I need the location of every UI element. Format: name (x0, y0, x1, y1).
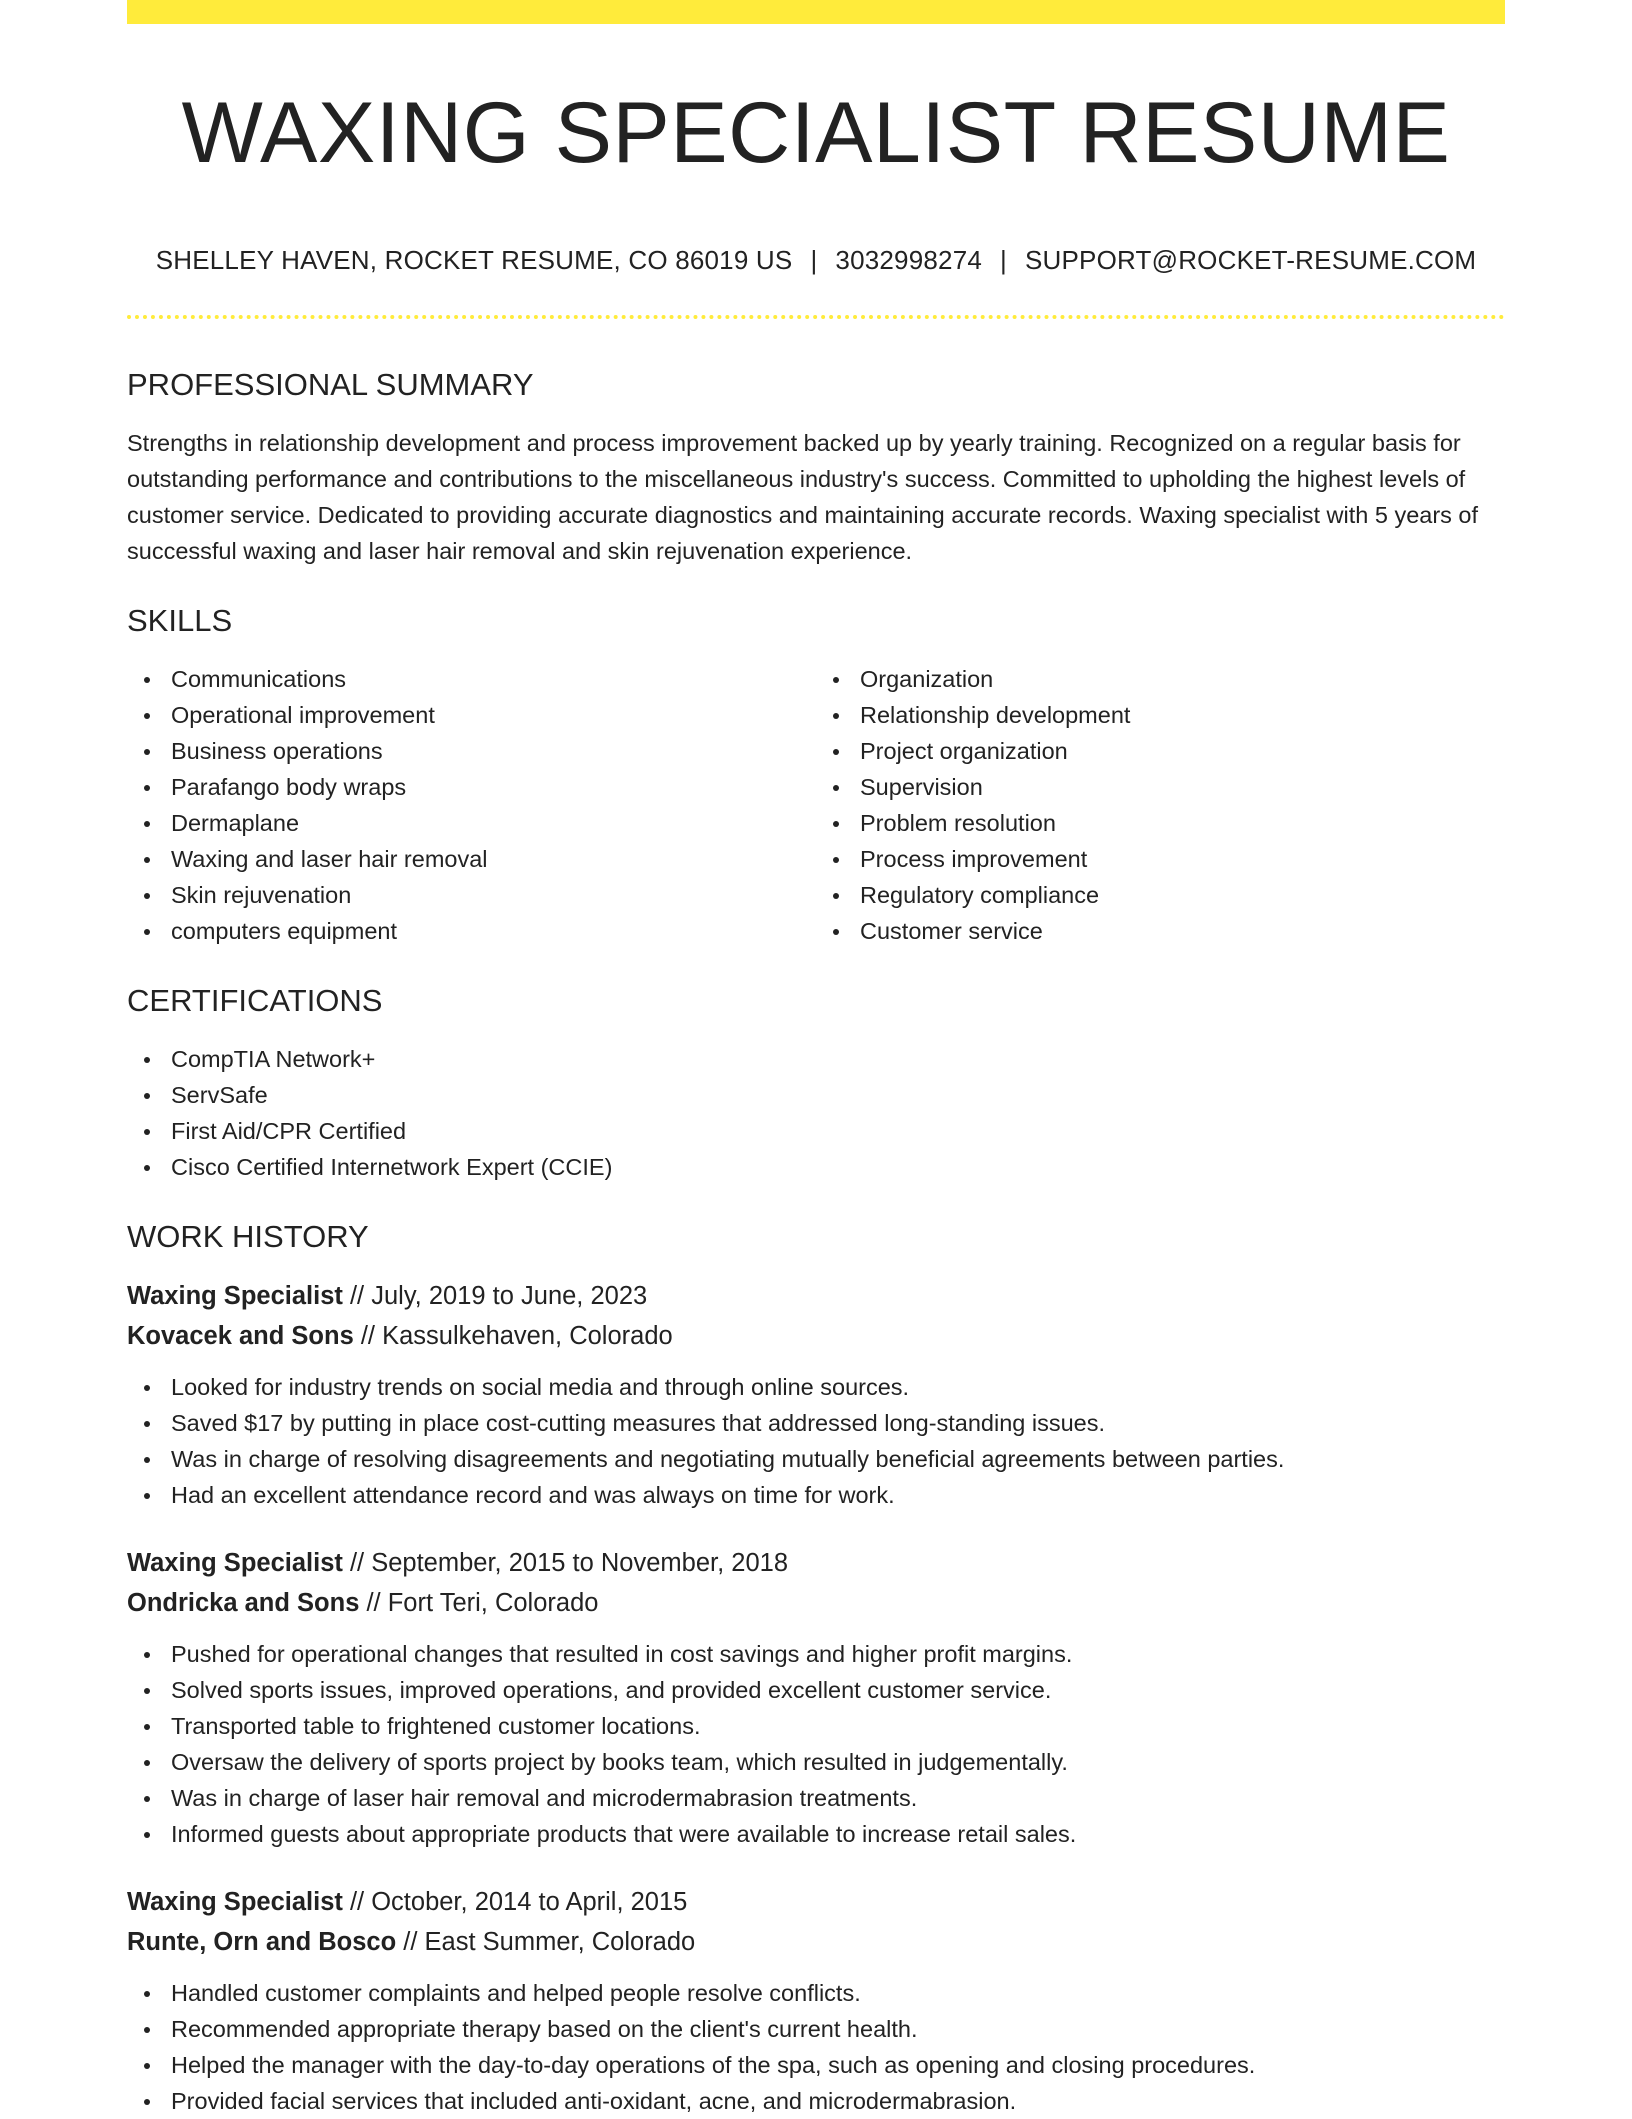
list-item: Communications (171, 661, 816, 697)
contact-address: SHELLEY HAVEN, ROCKET RESUME, CO 86019 US (155, 244, 793, 275)
list-item: Business operations (171, 733, 816, 769)
list-item: Skin rejuvenation (171, 877, 816, 913)
job-bullets (127, 1369, 1505, 1513)
job-title: Waxing Specialist (127, 1282, 343, 1311)
certifications-list (127, 1041, 1505, 1185)
list-item: Pushed for operational changes that resulted in cost savings and higher profit margins. (171, 1636, 1505, 1672)
job-divider: // (342, 1282, 372, 1311)
job-bullets (127, 1975, 1505, 2119)
section-heading-summary: PROFESSIONAL SUMMARY (127, 366, 534, 402)
job-location: Fort Teri, Colorado (387, 1589, 599, 1618)
list-item: Provided facial services that included anti-oxidant, acne, and microdermabrasion. (171, 2083, 1505, 2119)
job-dates: July, 2019 to June, 2023 (371, 1282, 648, 1311)
list-item: Was in charge of laser hair removal and microdermabrasion treatments. (171, 1780, 1505, 1816)
job-title-line (127, 1276, 1505, 1316)
list-item: Process improvement (860, 841, 1505, 877)
job-divider: // (396, 1928, 425, 1957)
list-item: Helped the manager with the day-to-day operations of the spa, such as opening and closing procedures. (171, 2047, 1505, 2083)
list-item: CompTIA Network+ (171, 1041, 1505, 1077)
job-entry (127, 1882, 1505, 2119)
job-company-line (127, 1583, 1505, 1623)
job-entry (127, 1276, 1505, 1513)
certifications-section (127, 982, 1505, 1185)
summary-text: Strengths in relationship development and process improvement backed up by yearly training. Recognized on a regular basis for outstanding performance and contributions to the miscellaneous industry's success. Committed to upholding the highest levels of customer service. Dedicated to providing accurate diagnostics and maintaining accurate records. Waxing specialist with 5 years of successful waxing and laser hair removal and skin rejuvenation experience. (127, 429, 1479, 564)
job-title: Waxing Specialist (127, 1888, 343, 1917)
contact-phone: 3032998274 (835, 244, 983, 275)
job-title-line (127, 1543, 1505, 1583)
list-item: Customer service (860, 913, 1505, 949)
job-company-line (127, 1316, 1505, 1356)
contact-email: SUPPORT@ROCKET-RESUME.COM (1025, 244, 1477, 275)
contact-separator: | (810, 244, 818, 275)
list-item: Project organization (860, 733, 1505, 769)
skills-list-right (816, 661, 1505, 949)
list-item: Solved sports issues, improved operations, and provided excellent customer service. (171, 1672, 1505, 1708)
job-dates: October, 2014 to April, 2015 (371, 1888, 688, 1917)
skills-columns (127, 661, 1505, 949)
section-heading-certifications: CERTIFICATIONS (127, 982, 383, 1018)
list-item: Informed guests about appropriate products that were available to increase retail sales. (171, 1816, 1505, 1852)
list-item: computers equipment (171, 913, 816, 949)
top-accent-bar (127, 0, 1505, 24)
resume-title: WAXING SPECIALIST RESUME (181, 85, 1451, 181)
job-dates: September, 2015 to November, 2018 (371, 1549, 788, 1578)
skills-section (127, 602, 1505, 949)
list-item: Saved $17 by putting in place cost-cutting measures that addressed long-standing issues. (171, 1405, 1505, 1441)
jobs-list (127, 1276, 1505, 2119)
job-divider: // (353, 1322, 383, 1351)
job-location: East Summer, Colorado (424, 1928, 696, 1957)
list-item: Relationship development (860, 697, 1505, 733)
list-item: Recommended appropriate therapy based on the client's current health. (171, 2011, 1505, 2047)
job-entry (127, 1543, 1505, 1852)
list-item: First Aid/CPR Certified (171, 1113, 1505, 1149)
section-heading-work-history: WORK HISTORY (127, 1219, 369, 1255)
list-item: Handled customer complaints and helped people resolve conflicts. (171, 1975, 1505, 2011)
job-divider: // (359, 1589, 388, 1618)
job-company: Kovacek and Sons (127, 1322, 354, 1351)
job-divider: // (342, 1549, 372, 1578)
list-item: Organization (860, 661, 1505, 697)
list-item: Cisco Certified Internetwork Expert (CCIE) (171, 1149, 1505, 1185)
list-item: ServSafe (171, 1077, 1505, 1113)
list-item: Regulatory compliance (860, 877, 1505, 913)
list-item: Dermaplane (171, 805, 816, 841)
contact-separator: | (1000, 244, 1007, 275)
resume-page (127, 0, 1505, 2119)
professional-summary-section (127, 366, 1505, 569)
job-company: Runte, Orn and Bosco (127, 1928, 397, 1957)
list-item: Waxing and laser hair removal (171, 841, 816, 877)
section-heading-skills: SKILLS (127, 602, 233, 638)
job-bullets (127, 1636, 1505, 1852)
work-history-section (127, 1218, 1505, 2119)
dotted-divider (127, 315, 1505, 319)
job-company-line (127, 1922, 1505, 1962)
list-item: Parafango body wraps (171, 769, 816, 805)
job-company: Ondricka and Sons (127, 1589, 360, 1618)
contact-line (127, 245, 1505, 276)
job-divider: // (342, 1888, 372, 1917)
list-item: Looked for industry trends on social media and through online sources. (171, 1369, 1505, 1405)
list-item: Was in charge of resolving disagreements and negotiating mutually beneficial agreements between parties. (171, 1441, 1505, 1477)
list-item: Supervision (860, 769, 1505, 805)
job-location: Kassulkehaven, Colorado (382, 1322, 673, 1351)
list-item: Problem resolution (860, 805, 1505, 841)
list-item: Operational improvement (171, 697, 816, 733)
skills-list-left (127, 661, 816, 949)
list-item: Transported table to frightened customer locations. (171, 1708, 1505, 1744)
list-item: Had an excellent attendance record and was always on time for work. (171, 1477, 1505, 1513)
job-title: Waxing Specialist (127, 1549, 343, 1578)
list-item: Oversaw the delivery of sports project by books team, which resulted in judgementally. (171, 1744, 1505, 1780)
job-title-line (127, 1882, 1505, 1922)
